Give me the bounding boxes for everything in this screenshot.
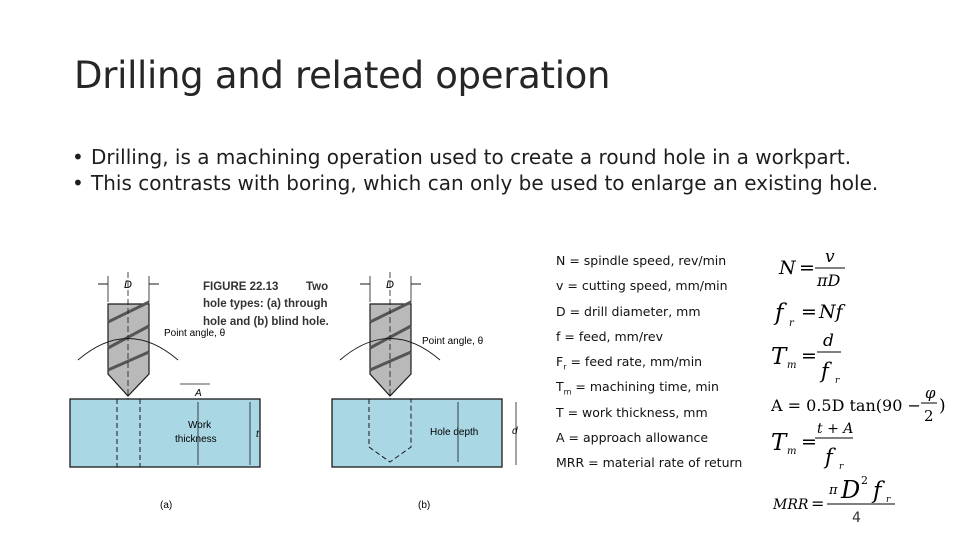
svg-text:2: 2 — [861, 474, 868, 487]
drilling-figure — [60, 262, 540, 520]
svg-text:f: f — [821, 359, 829, 383]
label-b-caption: (b) — [418, 500, 431, 511]
svg-text:r: r — [886, 495, 891, 505]
drill-a — [108, 272, 149, 399]
formula-spindle-speed — [778, 247, 845, 290]
svg-text:MRR: MRR — [773, 497, 809, 513]
figure-caption-title: FIGURE 22.13 — [203, 281, 279, 293]
slide-title: Drilling and related operation — [74, 54, 611, 97]
workpiece-a — [70, 399, 260, 467]
legend-row: MRR = material rate of return — [556, 455, 743, 471]
svg-text:T: T — [771, 430, 787, 456]
svg-text:=: = — [801, 431, 817, 453]
svg-text:D: D — [841, 476, 861, 504]
svg-text:π: π — [829, 483, 838, 498]
label-d-a: D — [124, 279, 132, 291]
formula-mrr — [772, 474, 895, 513]
svg-text:πD: πD — [817, 271, 841, 290]
svg-text:N: N — [779, 257, 796, 279]
formula-machining-time-blind — [771, 331, 841, 386]
legend-row: N = spindle speed, rev/min — [556, 253, 727, 268]
label-a-allowance: A — [195, 388, 202, 399]
formula-feed-rate — [773, 300, 846, 329]
svg-text:r: r — [839, 462, 844, 472]
label-hole-depth: Hole depth — [430, 427, 479, 438]
svg-text:m: m — [787, 446, 797, 457]
figure-caption-line3: hole and (b) blind hole. — [203, 316, 329, 328]
svg-text:=: = — [799, 257, 815, 279]
svg-text:m: m — [787, 360, 797, 371]
legend-row: T = work thickness, mm — [556, 404, 708, 420]
figure-caption-line2: hole types: (a) through — [203, 298, 328, 310]
svg-text:T: T — [771, 344, 787, 370]
bullet-marker: • — [72, 145, 84, 169]
figure-caption-two: Two — [306, 281, 329, 293]
label-point-angle-a: Point angle, θ — [164, 328, 226, 339]
svg-text:A = 0.5D tan(90 −: A = 0.5D tan(90 − — [771, 396, 921, 415]
bullet-text: This contrasts with boring, which can only be used to enlarge an existing hole. — [91, 171, 879, 195]
svg-text:): ) — [939, 396, 946, 416]
label-point-angle-b: Point angle, θ — [422, 336, 484, 347]
formula-column — [765, 232, 955, 532]
svg-text:f: f — [825, 445, 833, 469]
svg-text:=: = — [801, 345, 817, 367]
svg-text:r: r — [789, 318, 794, 329]
legend-row: $F_r$ = feed rate, mm/min — [556, 354, 703, 372]
svg-text:Nf: Nf — [819, 301, 843, 323]
svg-text:t + A: t + A — [817, 421, 854, 437]
label-t: t — [256, 429, 259, 440]
svg-text:φ: φ — [925, 384, 936, 402]
svg-text:2: 2 — [924, 407, 934, 425]
legend-row: D = drill diameter, mm — [556, 303, 701, 319]
label-d-b: D — [386, 279, 394, 291]
bullet-text: Drilling, is a machining operation used to create a round hole in a workpart. — [91, 145, 852, 169]
svg-text:=: = — [811, 494, 825, 513]
legend-row: v = cutting speed, mm/min — [556, 278, 728, 294]
formula-machining-time-through — [771, 421, 853, 472]
label-a-caption: (a) — [160, 500, 173, 511]
bullet-list — [72, 145, 932, 197]
svg-text:f: f — [873, 478, 882, 504]
legend-row: $T_m$ = machining time, min — [556, 379, 719, 397]
bullet-marker: • — [72, 171, 84, 195]
svg-text:=: = — [801, 301, 817, 323]
svg-text:r: r — [835, 376, 840, 386]
page-number: 4 — [852, 510, 861, 526]
label-work: Work — [188, 420, 212, 431]
svg-text:v: v — [825, 247, 835, 267]
label-d-depth: d — [512, 426, 518, 437]
bullet-item — [72, 171, 932, 195]
legend-row: f = feed, mm/rev — [556, 328, 664, 344]
label-thickness: thickness — [175, 434, 217, 445]
formula-approach-allowance — [770, 384, 946, 425]
legend-row: A = approach allowance — [556, 430, 709, 446]
drill-b — [370, 272, 411, 399]
bullet-item — [72, 145, 932, 169]
svg-text:f: f — [775, 300, 784, 326]
symbol-legend — [556, 252, 742, 480]
svg-text:d: d — [823, 331, 834, 351]
